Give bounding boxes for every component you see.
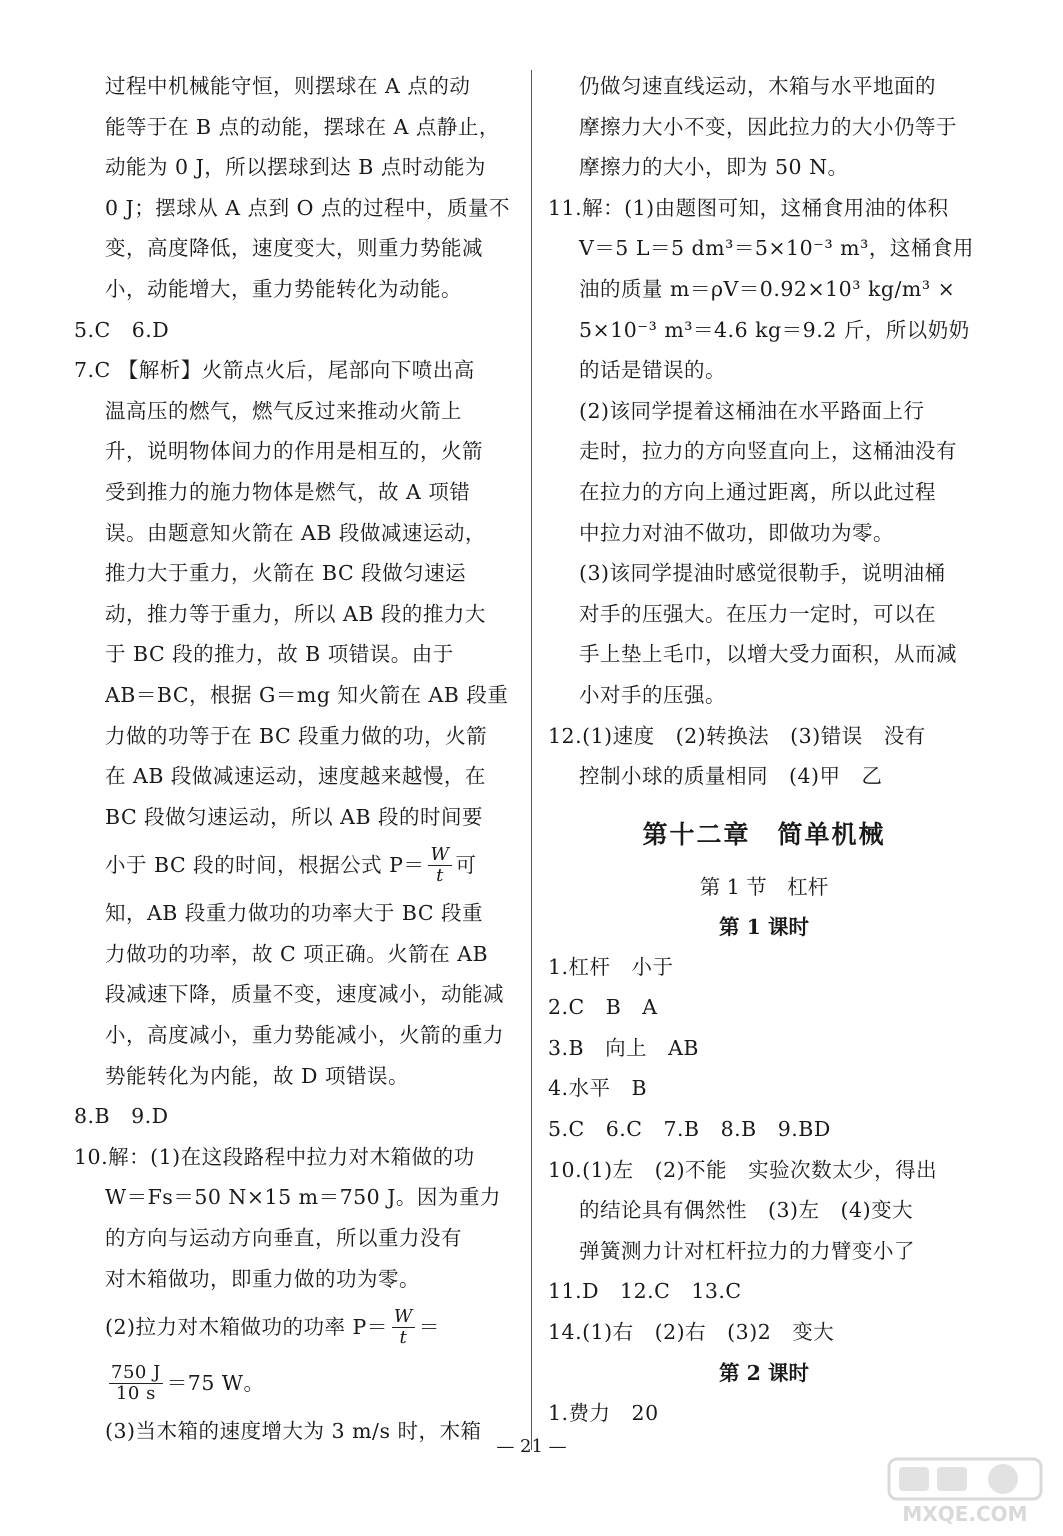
text-line: 10.解：(1)在这段路程中拉力对木箱做的功: [74, 1144, 475, 1169]
section-title: 第 1 节 杠杆: [699, 874, 829, 899]
text-line: 小，动能增大，重力势能转化为动能。: [105, 276, 462, 301]
text-line: 5.C 6.C 7.B 8.B 9.BD: [548, 1117, 831, 1142]
text-line: 14.(1)右 (2)右 (3)2 变大: [548, 1320, 835, 1345]
text-line: 11.D 12.C 13.C: [548, 1279, 742, 1304]
formula-line-1: 小于 BC 段的时间，根据公式 P＝ $\frac{W}{t}$ 可: [105, 843, 477, 886]
fraction-w-over-t: $\frac{W}{t}$: [430, 843, 450, 886]
left-column: [74, 66, 510, 1452]
watermark-text: MXQE.COM: [902, 1502, 1028, 1526]
fraction-w-over-t-2: $\frac{W}{t}$: [393, 1305, 413, 1348]
text-line: 走时，拉力的方向竖直向上，这桶油没有: [579, 439, 957, 464]
text-line: 5×10⁻³ m³＝4.6 kg＝9.2 斤，所以奶奶: [579, 317, 970, 342]
text-line: 小对手的压强。: [579, 682, 726, 707]
right-answer-lines: [548, 66, 980, 797]
text-line: 的方向与运动方向垂直，所以重力没有: [105, 1226, 462, 1251]
lesson-1-answers: [548, 947, 980, 1353]
text-line: 摩擦力大小不变，因此拉力的大小仍等于: [579, 114, 957, 139]
text-line: AB＝BC，根据 G＝mg 知火箭在 AB 段重: [105, 682, 509, 707]
text-line: 力做功的功率，故 C 项正确。火箭在 AB: [105, 941, 489, 966]
text-line: 势能转化为内能，故 D 项错误。: [105, 1063, 409, 1088]
text-line: 对木箱做功，即重力做的功为零。: [105, 1266, 420, 1291]
chapter-title: 第十二章 简单机械: [642, 819, 886, 849]
text-line: 能等于在 B 点的动能，摆球在 A 点静止，: [105, 114, 500, 139]
text-line: 中拉力对油不做功，即做功为零。: [579, 520, 894, 545]
text-line: 弹簧测力计对杠杆拉力的力臂变小了: [579, 1238, 915, 1263]
text-line: 4.水平 B: [548, 1076, 648, 1101]
text-line: 对手的压强大。在压力一定时，可以在: [579, 601, 936, 626]
text-line: 1.费力 20: [548, 1400, 659, 1425]
page-number: — 21 —: [496, 1436, 567, 1457]
left-answer-lines-2: [74, 893, 506, 1299]
text-line: 11.解：(1)由题图可知，这桶食用油的体积: [548, 195, 949, 220]
text-line: 5.C 6.D: [74, 317, 170, 342]
text-line: 12.(1)速度 (2)转换法 (3)错误 没有: [548, 723, 926, 748]
formula-line-3: $\frac{750 J}{10 s}$ ＝75 W。: [111, 1361, 265, 1404]
text-line: 在 AB 段做减速运动，速度越来越慢，在: [105, 764, 486, 789]
text-line: 7.C 【解析】火箭点火后，尾部向下喷出高: [74, 358, 475, 383]
text-line: 0 J；摆球从 A 点到 O 点的过程中，质量不: [105, 195, 510, 220]
text-line: 控制小球的质量相同 (4)甲 乙: [579, 764, 883, 789]
text-line: 力做的功等于在 BC 段重力做的功，火箭: [105, 723, 488, 748]
lesson-1-title: 第 1 课时: [718, 914, 810, 939]
text-line: 8.B 9.D: [74, 1104, 169, 1129]
text-line: V＝5 L＝5 dm³＝5×10⁻³ m³，这桶食用: [579, 236, 974, 261]
watermark-logo: [885, 1455, 1045, 1527]
text-line: BC 段做匀速运动，所以 AB 段的时间要: [105, 804, 484, 829]
text-line: 动，推力等于重力，所以 AB 段的推力大: [105, 601, 486, 626]
text-line: 3.B 向上 AB: [548, 1035, 699, 1060]
text-line: 段减速下降，质量不变，速度减小，动能减: [105, 982, 504, 1007]
text-line: 推力大于重力，火箭在 BC 段做匀速运: [105, 561, 467, 586]
text-line: 手上垫上毛巾，以增大受力面积，从而减: [579, 642, 957, 667]
formula-line-2: (2)拉力对木箱做功的功率 P＝ $\frac{W}{t}$ ＝: [105, 1305, 440, 1348]
text-line: 1.杠杆 小于: [548, 954, 674, 979]
text-line: 10.(1)左 (2)不能 实验次数太少，得出: [548, 1157, 938, 1182]
text-line: 摩擦力的大小，即为 50 N。: [579, 155, 849, 180]
text-line: 仍做匀速直线运动，木箱与水平地面的: [579, 74, 936, 98]
text-line: 2.C B A: [548, 995, 658, 1020]
text-line: 温高压的燃气，燃气反过来推动火箭上: [105, 398, 462, 423]
text-line: (2)该同学提着这桶油在水平路面上行: [579, 398, 925, 423]
text-line: (3)该同学提油时感觉很勒手，说明油桶: [579, 561, 946, 586]
text-line: 在拉力的方向上通过距离，所以此过程: [579, 479, 936, 504]
text-line: 的结论具有偶然性 (3)左 (4)变大: [579, 1198, 914, 1223]
right-column: [548, 66, 980, 1433]
text-line: 知，AB 段重力做功的功率大于 BC 段重: [105, 901, 484, 926]
text-line: 过程中机械能守恒，则摆球在 A 点的动: [105, 74, 471, 98]
text-line: 误。由题意知火箭在 AB 段做减速运动，: [105, 520, 486, 545]
left-answer-lines: [74, 66, 510, 837]
text-line: 升，说明物体间力的作用是相互的，火箭: [105, 439, 483, 464]
text-line: 油的质量 m＝ρV＝0.92×10³ kg/m³ ×: [579, 276, 956, 301]
lesson-2-answers: [548, 1393, 980, 1434]
column-divider: [531, 70, 532, 1450]
text-line: 于 BC 段的推力，故 B 项错误。由于: [105, 642, 454, 667]
lesson-2-title: 第 2 课时: [718, 1360, 810, 1385]
text-line: 受到推力的施力物体是燃气，故 A 项错: [105, 479, 471, 504]
text-line: 小，高度减小，重力势能减小，火箭的重力: [105, 1023, 504, 1048]
fraction-750j-over-10s: $\frac{750 J}{10 s}$: [111, 1361, 161, 1404]
text-line: W＝Fs＝50 N×15 m＝750 J。因为重力: [105, 1185, 501, 1210]
text-line: 的话是错误的。: [579, 358, 726, 383]
text-line: 变，高度降低，速度变大，则重力势能减: [105, 236, 483, 261]
text-line: (3)当木箱的速度增大为 3 m/s 时，木箱: [105, 1419, 482, 1444]
text-line: 动能为 0 J，所以摆球到达 B 点时动能为: [105, 155, 486, 180]
